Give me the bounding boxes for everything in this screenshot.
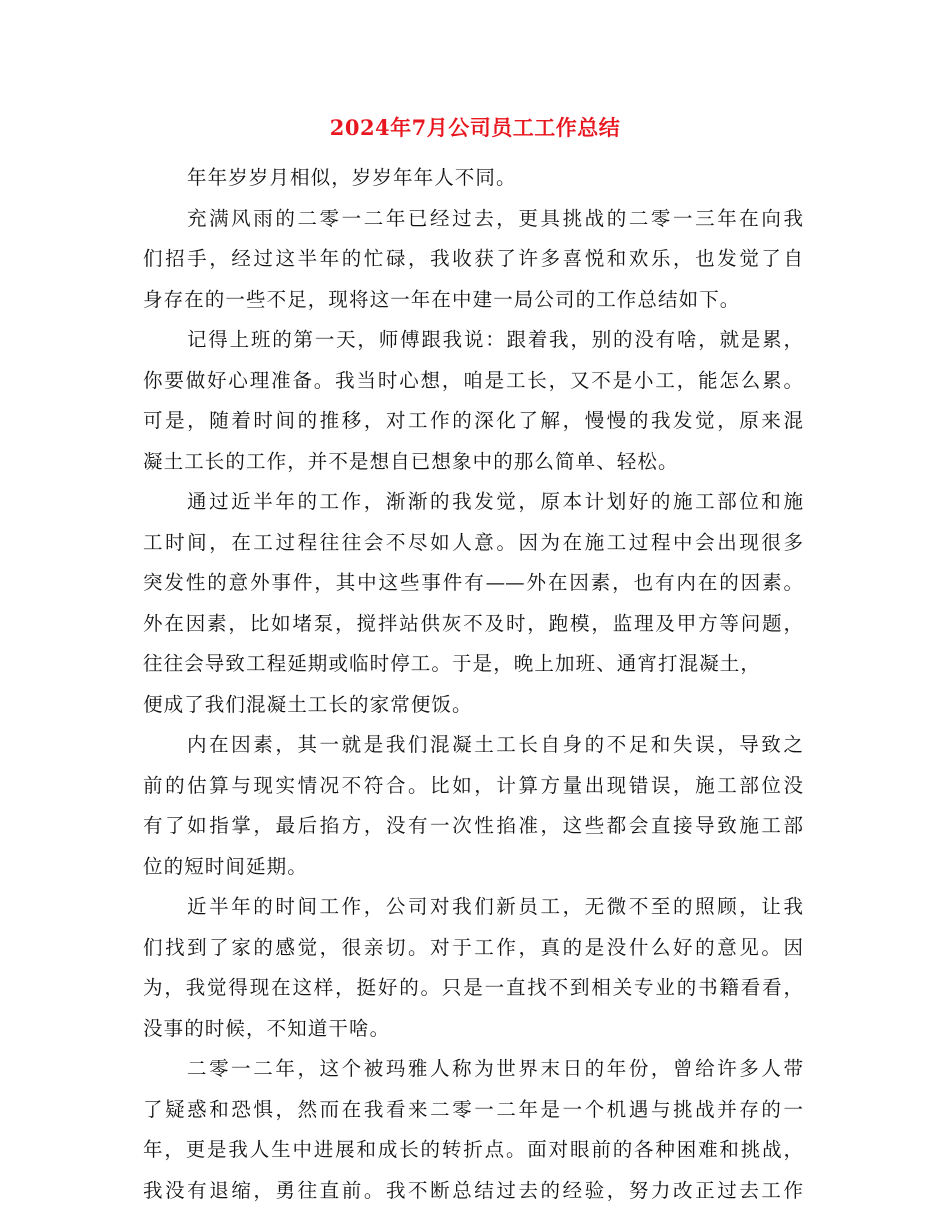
paragraph-line: 年，更是我人生中进展和成长的转折点。面对眼前的各种困难和挑战，: [143, 1138, 803, 1161]
paragraph-line: 年年岁岁月相似，岁岁年年人不同。: [187, 166, 517, 189]
paragraph-line: 我没有退缩，勇往直前。我不断总结过去的经验，努力改正过去工作: [143, 1178, 803, 1202]
paragraph-line: 通过近半年的工作，渐渐的我发觉，原本计划好的施工部位和施: [187, 490, 803, 513]
paragraph-line: 你要做好心理准备。我当时心想，咱是工长，又不是小工，能怎么累。: [143, 368, 803, 392]
paragraph-line: 了疑惑和恐惧，然而在我看来二零一二年是一个机遇与挑战并存的一: [143, 1097, 803, 1121]
paragraph-line: 位的短时间延期。: [143, 854, 308, 878]
paragraph-line: 外在因素，比如堵泵，搅拌站供灰不及时，跑模，监理及甲方等问题，: [143, 611, 803, 635]
document-body: [143, 158, 803, 1211]
paragraph-line: 记得上班的第一天，师傅跟我说：跟着我，别的没有啥，就是累，: [187, 328, 803, 351]
paragraph-line: 突发性的意外事件，其中这些事件有——外在因素，也有内在的因素。: [143, 571, 803, 594]
paragraph-line: 前的估算与现实情况不符合。比如，计算方量出现错误，施工部位没: [143, 773, 803, 797]
paragraph-line: 为，我觉得现在这样，挺好的。只是一直找不到相关专业的书籍看看，: [143, 976, 803, 999]
paragraph-line: 们招手，经过这半年的忙碌，我收获了许多喜悦和欢乐，也发觉了自: [143, 247, 803, 270]
paragraph-line: 充满风雨的二零一二年已经过去，更具挑战的二零一三年在向我: [187, 206, 803, 230]
paragraph-line: 可是，随着时间的推移，对工作的深化了解，慢慢的我发觉，原来混: [143, 409, 803, 432]
paragraph-line: 往往会导致工程延期或临时停工。于是，晚上加班、通宵打混凝土，: [143, 652, 762, 675]
document-title: 2024年7月公司员工工作总结: [329, 115, 621, 140]
paragraph-line: 内在因素，其一就是我们混凝土工长自身的不足和失误，导致之: [187, 733, 803, 756]
paragraph-line: 有了如指掌，最后掐方，没有一次性掐准，这些都会直接导致施工部: [143, 814, 803, 837]
paragraph-line: 便成了我们混凝土工长的家常便饭。: [143, 692, 473, 716]
paragraph-line: 近半年的时间工作，公司对我们新员工，无微不至的照顾，让我: [187, 895, 803, 918]
paragraph-line: 身存在的一些不足，现将这一年在中建一局公司的工作总结如下。: [143, 287, 741, 311]
paragraph-line: 凝土工长的工作，并不是想自已想象中的那么简单、轻松。: [143, 449, 679, 473]
paragraph-line: 没事的时候，不知道干啥。: [143, 1016, 391, 1040]
paragraph-line: 们找到了家的感觉，很亲切。对于工作，真的是没什么好的意见。因: [143, 935, 803, 959]
paragraph-line: 二零一二年，这个被玛雅人称为世界末日的年份，曾给许多人带: [187, 1057, 803, 1080]
paragraph-line: 工时间，在工过程往往会不尽如人意。因为在施工过程中会出现很多: [143, 530, 803, 554]
